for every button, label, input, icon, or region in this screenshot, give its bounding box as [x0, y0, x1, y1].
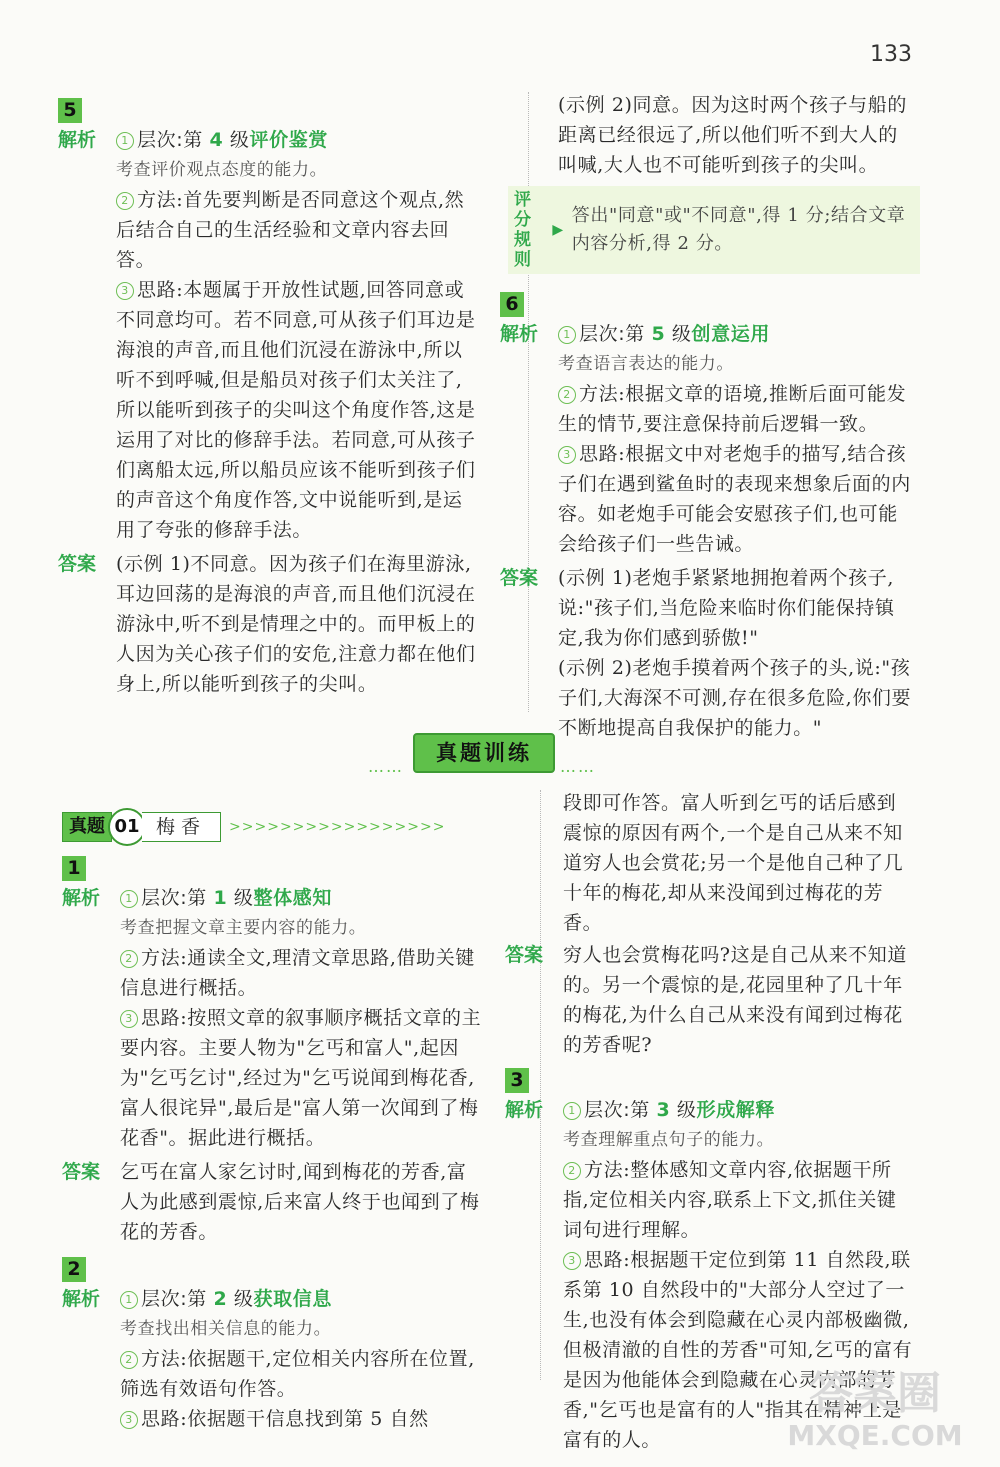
analysis-tag: 解析	[62, 1288, 101, 1310]
z2-thinking-start: 3 思路:依据题干信息找到第 5 自然	[120, 1404, 482, 1434]
exam-arrows: >>>>>>>>>>>>>>>>>	[229, 819, 446, 835]
q6-method: 2 方法:根据文章的语境,推断后面可能发生的情节,要注意保持前后逻辑一致。	[558, 383, 907, 435]
q5-level: 1 层次:第 4 级评价鉴赏	[116, 125, 478, 155]
arrow-right-icon: ▶	[552, 222, 564, 238]
scoring-tag: 评分规则	[514, 190, 532, 270]
lower-left-column	[62, 808, 482, 1434]
z2-level-desc: 考查找出相关信息的能力。	[120, 1319, 332, 1339]
upper-right-column	[500, 90, 915, 743]
exam-label: 真题	[62, 812, 112, 842]
answer-tag: 答案	[62, 1161, 101, 1183]
z2-method: 2 方法:依据题干,定位相关内容所在位置,筛选有效语句作答。	[120, 1348, 475, 1400]
z1-method: 2 方法:通读全文,理清文章思路,借助关键信息进行概括。	[120, 947, 475, 999]
q5-answer	[58, 549, 478, 699]
z1-thinking: 3 思路:按照文章的叙事顺序概括文章的主要内容。主要人物为"乞丐和富人",起因为"乞丐乞讨",经过为"乞丐说闻到梅花香,富人很诧异",最后是"富人第一次闻到了梅花香"。据此进行概括。	[120, 1007, 482, 1149]
answer-tag: 答案	[505, 944, 544, 966]
question-2-number: 2	[62, 1257, 86, 1282]
lower-right-column	[505, 788, 915, 1455]
q6-analysis	[500, 319, 915, 559]
q5-answer-1: (示例 1)不同意。因为孩子们在海里游泳,耳边回荡的是海浪的声音,而且他们沉浸在游泳中,听不到是情理之中的。而甲板上的人因为关心孩子们的安危,注意力都在他们身上,所以能听到孩子的尖叫。	[116, 553, 476, 695]
z1-answer	[62, 1157, 482, 1247]
answer-tag: 答案	[58, 553, 97, 575]
question-1-number: 1	[62, 856, 86, 881]
z2-thinking-cont: 段即可作答。富人听到乞丐的话后感到震惊的原因有两个,一个是自己从来不知道穷人也会赏花;另一个是他自己种了几十年的梅花,却从来没闻到过梅花的芳香。	[563, 792, 904, 934]
q5-scoring-text: 答出"同意"或"不同意",得 1 分;结合文章内容分析,得 2 分。	[571, 205, 906, 254]
z3-thinking: 3 思路:根据题干定位到第 11 自然段,联系第 10 自然段中的"大部分人空过了一生,也没有体会到隐藏在心灵内部极幽微,但极清澈的自性的芳香"可知,乞丐的富有是因为他能体会到隐藏在心灵内部的芳香,"乞丐也是富有的人"指其在精神上是富有的人。	[563, 1249, 913, 1451]
q5-answer-2: (示例 2)同意。因为这时两个孩子与船的距离已经很远了,所以他们听不到大人的叫喊,大人也不可能听到孩子的尖叫。	[558, 94, 907, 176]
z1-answer-text: 乞丐在富人家乞讨时,闻到梅花的芳香,富人为此感到震惊,后来富人终于也闻到了梅花的芳香。	[120, 1161, 480, 1243]
q6-answer-1: (示例 1)老炮手紧紧地拥抱着两个孩子,说:"孩子们,当危险来临时你们能保持镇定,我为你们感到骄傲!"	[558, 567, 895, 649]
z2-answer	[505, 940, 915, 1060]
z2-answer-text: 穷人也会赏梅花吗?这是自己从来不知道的。另一个震惊的是,花园里种了几十年的梅花,为什么自己从来没有闻到过梅花的芳香呢?	[563, 944, 907, 1056]
z2-analysis	[62, 1284, 482, 1434]
analysis-tag: 解析	[500, 323, 539, 345]
answer-tag: 答案	[500, 567, 539, 589]
q5-scoring-box	[508, 186, 920, 274]
q5-analysis	[58, 125, 478, 545]
question-5-number: 5	[58, 98, 82, 123]
q5-level-desc: 考查评价观点态度的能力。	[116, 160, 328, 180]
q6-level: 1 层次:第 5 级创意运用	[558, 319, 915, 349]
site-watermark: 答案圈 MXQE.COM	[787, 1368, 963, 1452]
q6-thinking: 3 思路:根据文中对老炮手的描写,结合孩子们在遇到鲨鱼时的表现来想象后面的内容。如老炮手可能会安慰孩子们,也可能会给孩子们一些告诫。	[558, 443, 911, 555]
analysis-tag: 解析	[62, 887, 101, 909]
q5-method: 2 方法:首先要判断是否同意这个观点,然后结合自己的生活经验和文章内容去回答。	[116, 189, 465, 271]
z1-analysis	[62, 883, 482, 1153]
question-3-number: 3	[505, 1068, 529, 1093]
q5-thinking: 3 思路:本题属于开放性试题,回答同意或不同意均可。若不同意,可从孩子们耳边是海浪的声音,而且他们沉浸在游泳中,所以听不到呼喊,但是船员对孩子们太关注了,所以能听到孩子的尖叫这个角度作答,这是运用了对比的修辞手法。若同意,可从孩子们离船太远,所以船员应该不能听到孩子们的声音这个角度作答,文中说能听到,是运用了夸张的修辞手法。	[116, 279, 476, 541]
banner-dots-left: ……	[368, 757, 404, 776]
q6-level-desc: 考查语言表达的能力。	[558, 354, 734, 374]
exam-title: 梅香	[142, 812, 221, 842]
banner-dots-right: ……	[560, 757, 596, 776]
page-number: 133	[870, 42, 912, 67]
section-banner	[0, 733, 1000, 776]
z2-level: 1 层次:第 2 级获取信息	[120, 1284, 482, 1314]
z3-method: 2 方法:整体感知文章内容,依据题干所指,定位相关内容,联系上下文,抓住关键词句进行理解。	[563, 1159, 897, 1241]
q6-answer-2: (示例 2)老炮手摸着两个孩子的头,说:"孩子们,大海深不可测,存在很多危险,你们要不断地提高自我保护的能力。"	[558, 657, 912, 739]
section-title: 真题训练	[413, 733, 555, 773]
question-6-number: 6	[500, 292, 524, 317]
exam-header	[62, 808, 482, 846]
analysis-tag: 解析	[58, 129, 97, 151]
z1-level: 1 层次:第 1 级整体感知	[120, 883, 482, 913]
upper-left-column	[58, 98, 478, 699]
exam-number: 01	[108, 808, 146, 846]
analysis-tag: 解析	[505, 1099, 544, 1121]
z3-level-desc: 考查理解重点句子的能力。	[563, 1130, 775, 1150]
z1-level-desc: 考查把握文章主要内容的能力。	[120, 918, 367, 938]
z3-level: 1 层次:第 3 级形成解释	[563, 1095, 915, 1125]
q6-answer	[500, 563, 915, 743]
